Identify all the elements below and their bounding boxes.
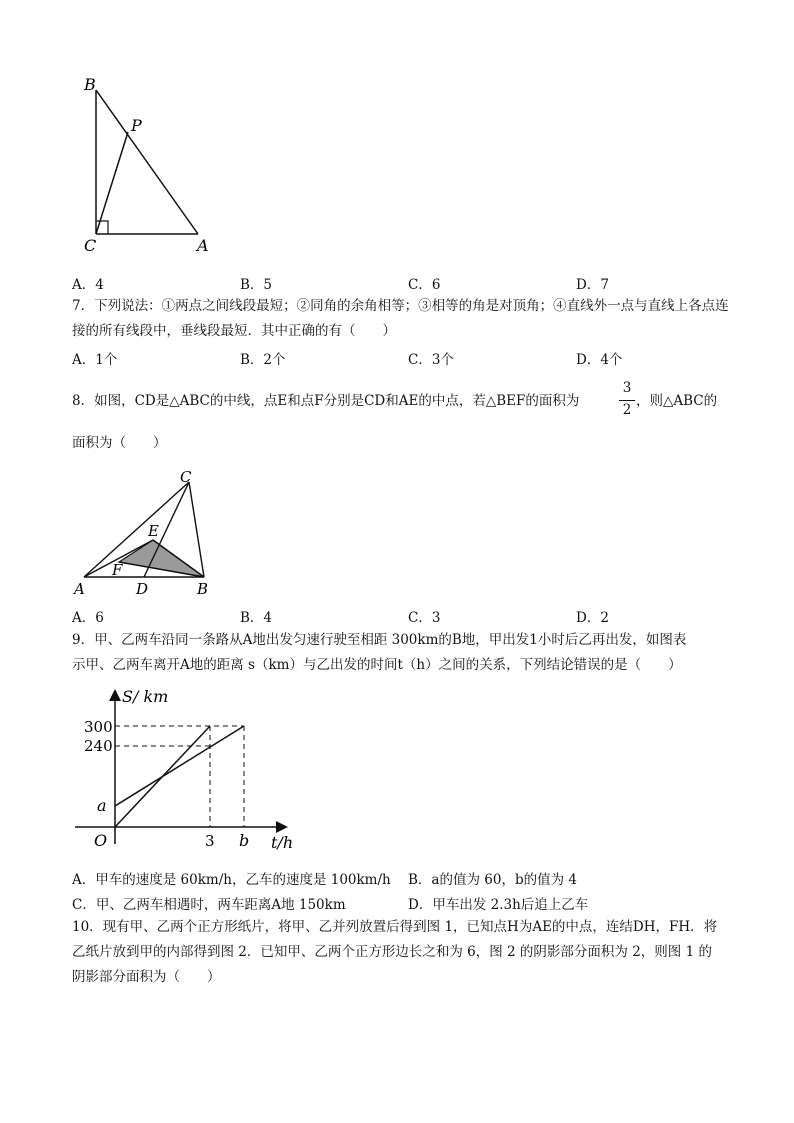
x-tick-3: 3 [205, 832, 215, 850]
q10-text-line1: 10．现有甲、乙两个正方形纸片，将甲、乙并列放置后得到图 1，已知点H为AE的中点，连结DH，FH．将 [72, 919, 718, 935]
q9-text-line1: 9．甲、乙两车沿同一条路从A地出发匀速行驶至相距 300km的B地，甲出发1小时后乙再出发，如图表 [72, 632, 687, 648]
y-tick-300: 300 [84, 718, 113, 736]
q9-option-c[interactable]: C．甲、乙两车相遇时，两车距离A地 150km [72, 897, 346, 913]
x-axis-label: t/h [271, 833, 294, 852]
y-axis-label: S/ km [122, 687, 169, 706]
label-c: C [180, 468, 192, 486]
x-tick-b: b [239, 831, 250, 850]
q8-text-line1-after: ，则△ABC的 [636, 393, 718, 409]
q7-option-d[interactable]: D．4个 [576, 352, 623, 368]
label-e: E [148, 522, 159, 540]
label-f: F [112, 561, 123, 579]
q8-fraction-numerator: 3 [622, 380, 632, 396]
label-a: A [197, 236, 209, 255]
q6-option-a[interactable]: A．4 [72, 277, 104, 293]
q7-option-b[interactable]: B．2个 [240, 352, 286, 368]
q7-option-a[interactable]: A．1个 [72, 352, 118, 368]
y-tick-a: a [97, 796, 107, 815]
label-d: D [136, 580, 149, 598]
q8-fraction-denominator: 2 [622, 402, 632, 418]
segment-ba [96, 90, 198, 234]
q7-text-line2: 接的所有线段中，垂线段最短．其中正确的有（ ） [72, 323, 396, 339]
q9-option-a[interactable]: A．甲车的速度是 60km/h，乙车的速度是 100km/h [72, 872, 391, 888]
q6-option-c[interactable]: C．6 [408, 277, 441, 293]
segment-bc [189, 482, 204, 577]
label-b: B [84, 75, 96, 94]
origin-label: O [94, 831, 108, 850]
triangle-figure-q6 [70, 70, 230, 260]
q8-option-d[interactable]: D．2 [576, 610, 609, 626]
label-p: P [131, 116, 142, 135]
q8-fraction-bar [619, 400, 635, 401]
q9-text-line2: 示甲、乙两车离开A地的距离 s（km）与乙出发的时间t（h）之间的关系，下列结论错误的是（ ） [72, 657, 682, 673]
q10-text-line2: 乙纸片放到甲的内部得到图 2．已知甲、乙两个正方形边长之和为 6，图 2 的阴影部分面积为 2，则图 1 的 [72, 944, 712, 960]
q8-option-c[interactable]: C．3 [408, 610, 441, 626]
q8-option-a[interactable]: A．6 [72, 610, 104, 626]
q8-text-line2: 面积为（ ） [72, 435, 167, 451]
y-tick-240: 240 [84, 737, 113, 755]
q6-option-b[interactable]: B．5 [240, 277, 273, 293]
line-car-yi [115, 726, 210, 827]
q7-text-line1: 7．下列说法：①两点之间线段最短；②同角的余角相等；③相等的角是对顶角；④直线外一点与直线上各点连 [72, 298, 729, 314]
q10-text-line3: 阴影部分面积为（ ） [72, 969, 221, 985]
q7-option-c[interactable]: C．3个 [408, 352, 454, 368]
label-a: A [74, 580, 85, 598]
segment-cp [96, 132, 128, 234]
q9-option-b[interactable]: B．a的值为 60，b的值为 4 [408, 872, 577, 888]
distance-time-graph [70, 684, 300, 854]
q8-option-b[interactable]: B．4 [240, 610, 273, 626]
label-c: C [84, 236, 97, 255]
q9-option-d[interactable]: D．甲车出发 2.3h后追上乙车 [408, 897, 589, 913]
label-b: B [197, 580, 209, 598]
q8-text-line1-before: 8．如图，CD是△ABC的中线，点E和点F分别是CD和AE的中点，若△BEF的面积为 [72, 393, 580, 409]
triangle-figure-q8 [72, 468, 222, 600]
line-car-jia [115, 726, 244, 806]
q6-option-d[interactable]: D．7 [576, 277, 609, 293]
